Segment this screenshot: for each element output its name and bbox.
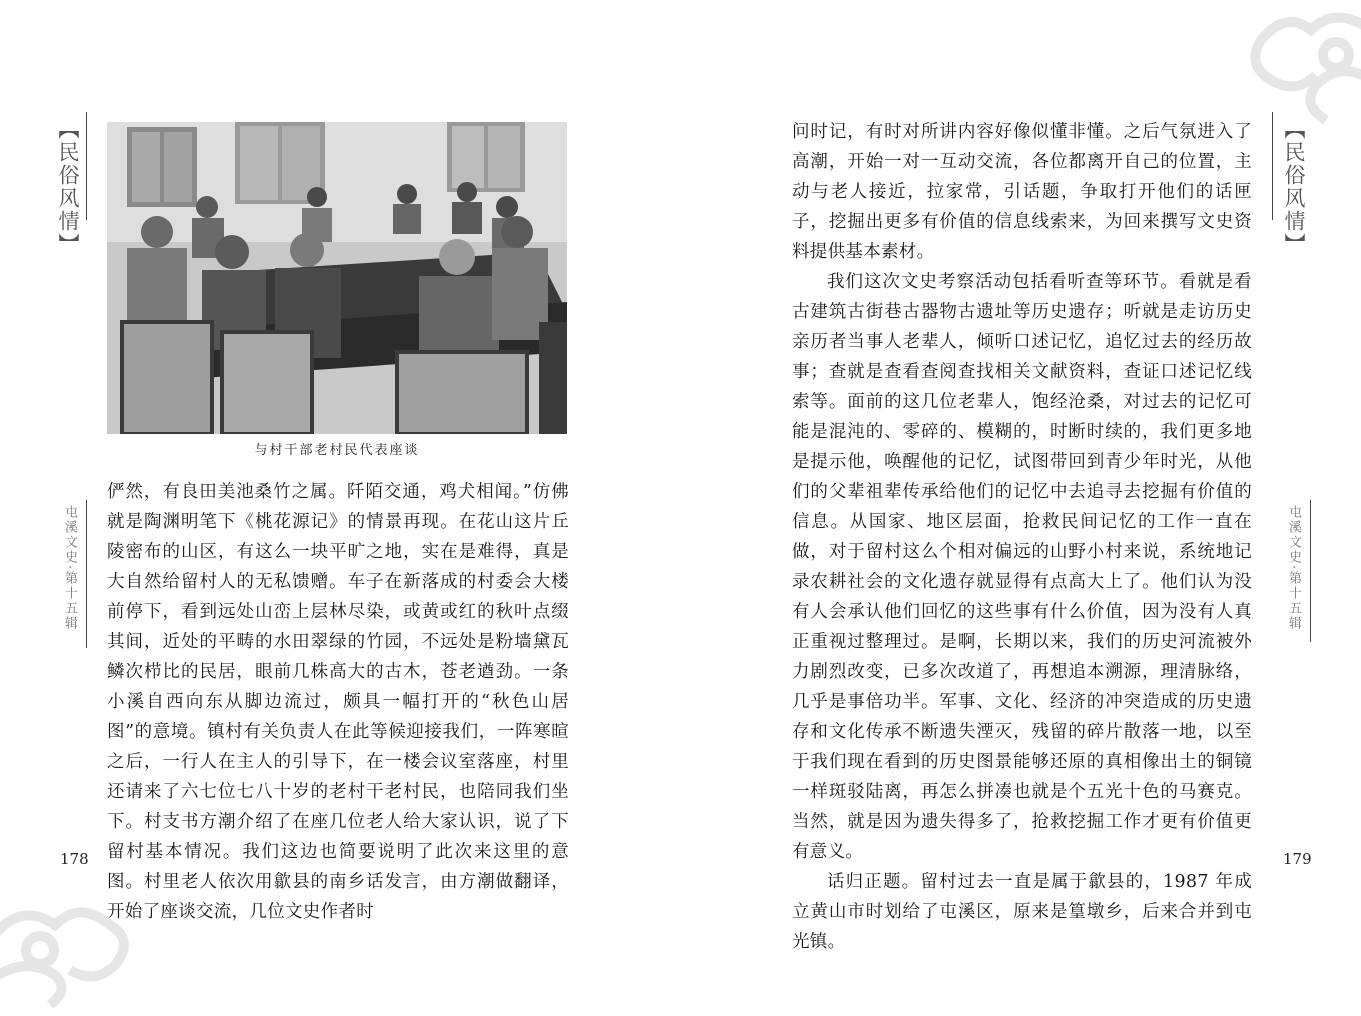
series-label: 屯溪文史·第十五辑 [1286, 505, 1301, 632]
paragraph: 我们这次文史考察活动包括看听查等环节。看就是看古建筑古街巷古器物古遗址等历史遗存；听就是走访历史亲历者当事人老辈人，倾听口述记忆，追忆过去的经历故事；查就是查看查阅查找相关文献资料，查证口述记忆线索等。面前的这几位老辈人，饱经沧桑，对过去的记忆可能是混沌的、零碎的、模糊的，时断时续的，我们更多地是提示他，唤醒他的记忆，试图带回到青少年时光，从他们的父辈祖辈传承给他们的记忆中去追寻去挖掘有价值的信息。从国家、地区层面，抢救民间记忆的工作一直在做，对于留村这么个相对偏远的山野小村来说，系统地记录农耕社会的文化遗存就显得有点高大上了。他们认为没有人会承认他们回忆的这些事有什么价值，因为没有人真正重视过整理过。是啊，长期以来，我们的历史河流被外力剧烈改变，已多次改道了，再想追本溯源，理清脉络，几乎是事倍功半。军事、文化、经济的冲突造成的历史遗存和文化传承不断遗失湮灭，残留的碎片散落一地，以至于我们现在看到的历史图景能够还原的真相像出土的铜镜一样斑驳陆离，再怎么拼凑也就是个五光十色的马赛克。当然，就是因为遗失得多了，抢救挖掘工作才更有价值更有意义。 [792, 272, 1252, 862]
paragraph: 问时记，有时对所讲内容好像似懂非懂。之后气氛进入了高潮，开始一对一互动交流，各位都离开自己的位置，主动与老人接近，拉家常，引话题，争取打开他们的话匣子，挖掘出更多有价值的信息线索来，为回来撰写文史资料提供基本素材。 [792, 122, 1252, 262]
series-divider [1310, 500, 1311, 642]
series-label: 屯溪文史·第十五辑 [62, 505, 77, 632]
right-page [681, 0, 1361, 1016]
body-text [107, 477, 569, 927]
section-label: 【民俗风情】 [56, 118, 80, 256]
paragraph: 话归正题。留村过去一直是属于歙县的，1987 年成立黄山市时划给了屯溪区，原来是篁墩乡，后来合并到屯光镇。 [792, 872, 1252, 952]
page-number: 179 [1283, 850, 1312, 868]
page-number: 178 [60, 850, 89, 868]
meeting-photo [107, 122, 567, 434]
left-page [0, 0, 680, 1016]
series-divider [86, 500, 87, 648]
cloud-ornament-icon [0, 880, 140, 1016]
photo-caption: 与村干部老村民代表座谈 [254, 443, 420, 458]
label-divider [86, 112, 87, 220]
body-text [792, 117, 1252, 957]
section-label: 【民俗风情】 [1282, 118, 1306, 256]
paragraph: 俨然，有良田美池桑竹之属。阡陌交通，鸡犬相闻。”仿佛就是陶渊明笔下《桃花源记》的情景再现。在花山这片丘陵密布的山区，有这么一块平旷之地，实在是难得，真是大自然给留村人的无私馈赠。车子在新落成的村委会大楼前停下，看到远处山峦上层林尽染，或黄或红的秋叶点缀其间，近处的平畴的水田翠绿的竹园，不远处是粉墙黛瓦鳞次栉比的民居，眼前几株高大的古木，苍老遒劲。一条小溪自西向东从脚边流过，颇具一幅打开的“秋色山居图”的意境。镇村有关负责人在此等候迎接我们，一阵寒暄之后，一行人在主人的引导下，在一楼会议室落座，村里还请来了六七位七八十岁的老村干老村民，也陪同我们坐下。村支书方潮介绍了在座几位老人给大家认识，说了下留村基本情况。我们这边也简要说明了此次来这里的意图。村里老人依次用歙县的南乡话发言，由方潮做翻译，开始了座谈交流，几位文史作者时 [107, 482, 569, 922]
meeting-photo-drawing [107, 122, 567, 434]
label-divider [1272, 112, 1273, 220]
